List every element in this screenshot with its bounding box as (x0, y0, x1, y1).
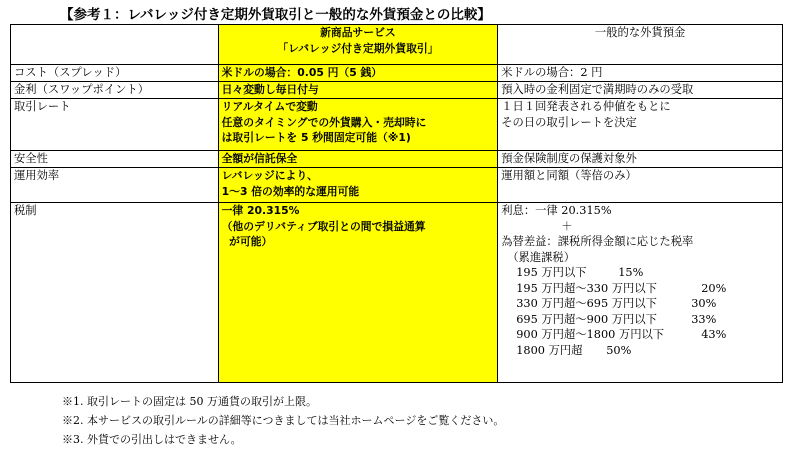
row-general-safety: 預金保険制度の保護対象外 (498, 151, 783, 168)
row-new-cost: 米ドルの場合：0.05 円（5 銭） (218, 65, 498, 82)
row-label-safety: 安全性 (11, 151, 219, 168)
row-general-interest: 預入時の金利固定で満期時のみの受取 (498, 82, 783, 99)
table-row (11, 65, 783, 82)
tax-bracket-5 (501, 343, 779, 359)
row-new-safety: 全額が信託保全 (218, 151, 498, 168)
row-new-rate: リアルタイムで変動 任意のタイミングでの外貨購入・売却時に は取引レートを 5 秒間固定可能（※1) (218, 99, 498, 151)
footnote-3: ※3. 外貨での引出しはできません。 (62, 433, 242, 446)
table-row (11, 99, 783, 151)
table-row (11, 168, 783, 203)
tax-bracket-range: 1800 万円超 (516, 343, 583, 357)
row-label-interest: 金利（スワップポイント） (11, 82, 219, 99)
row-label-tax: 税制 (11, 203, 219, 383)
header-empty-cell (11, 25, 219, 65)
tax-bracket-rate: 43% (701, 328, 727, 341)
row-new-tax: 一律 20.315% （他のデリバティブ取引との間で損益通算 が可能） (218, 203, 498, 383)
row-general-rate: １日１回発表される仲値をもとに その日の取引レートを決定 (498, 99, 783, 151)
table-row (11, 203, 783, 383)
tax-bracket-range: 695 万円超～900 万円以下 (516, 312, 657, 326)
row-label-rate: 取引レート (11, 99, 219, 151)
header-new-service-line1: 新商品サービス (320, 26, 396, 39)
tax-plus-sign: ＋ (561, 219, 573, 233)
tax-fx-gain-line: 為替差益：課税所得金額に応じた税率 (501, 235, 694, 248)
row-new-interest: 日々変動し毎日付与 (218, 82, 498, 99)
tax-bracket-range: 195 万円以下 (516, 266, 587, 279)
header-new-service-line2: 「レバレッジ付き定期外貨取引」 (277, 41, 439, 55)
table-row (11, 82, 783, 99)
tax-bracket-rate: 15% (618, 266, 644, 279)
row-new-efficiency: レバレッジにより、 1～3 倍の効率的な運用可能 (218, 168, 498, 203)
tax-bracket-range: 900 万円超～1800 万円以下 (516, 328, 665, 341)
tax-bracket-rate: 20% (701, 281, 727, 295)
tax-progressive-line: （累進課税） (507, 250, 576, 264)
tax-bracket-range: 330 万円超～695 万円以下 (516, 297, 657, 310)
tax-bracket-4 (501, 327, 779, 343)
tax-bracket-2 (501, 296, 779, 312)
header-new-service (218, 25, 498, 65)
row-label-cost: コスト（スプレッド） (11, 65, 219, 82)
footnote-2: ※2. 本サービスの取引ルールの詳細等につきましては当社ホームページをご覧ください。 (62, 414, 505, 427)
tax-interest-line: 利息：一律 20.315% (501, 204, 612, 217)
footnotes (62, 392, 504, 449)
tax-bracket-rate: 30% (691, 297, 717, 310)
table-row (11, 151, 783, 168)
footnote-1: ※1. 取引レートの固定は 50 万通貨の取引が上限。 (62, 395, 317, 408)
tax-bracket-rate: 50% (606, 343, 632, 357)
row-general-cost: 米ドルの場合：2 円 (498, 65, 783, 82)
table-header-row (11, 25, 783, 65)
header-general-deposit: 一般的な外貨預金 (498, 25, 783, 65)
row-general-efficiency: 運用額と同額（等倍のみ） (498, 168, 783, 203)
tax-bracket-1 (501, 281, 779, 297)
row-general-tax (498, 203, 783, 383)
tax-bracket-range: 195 万円超～330 万円以下 (516, 281, 657, 295)
page-title: 【参考１：レバレッジ付き定期外貨取引と一般的な外貨預金との比較】 (60, 7, 491, 23)
tax-bracket-0 (501, 265, 779, 281)
tax-bracket-3 (501, 312, 779, 328)
comparison-table (10, 24, 783, 383)
tax-bracket-rate: 33% (691, 312, 717, 326)
row-label-efficiency: 運用効率 (11, 168, 219, 203)
